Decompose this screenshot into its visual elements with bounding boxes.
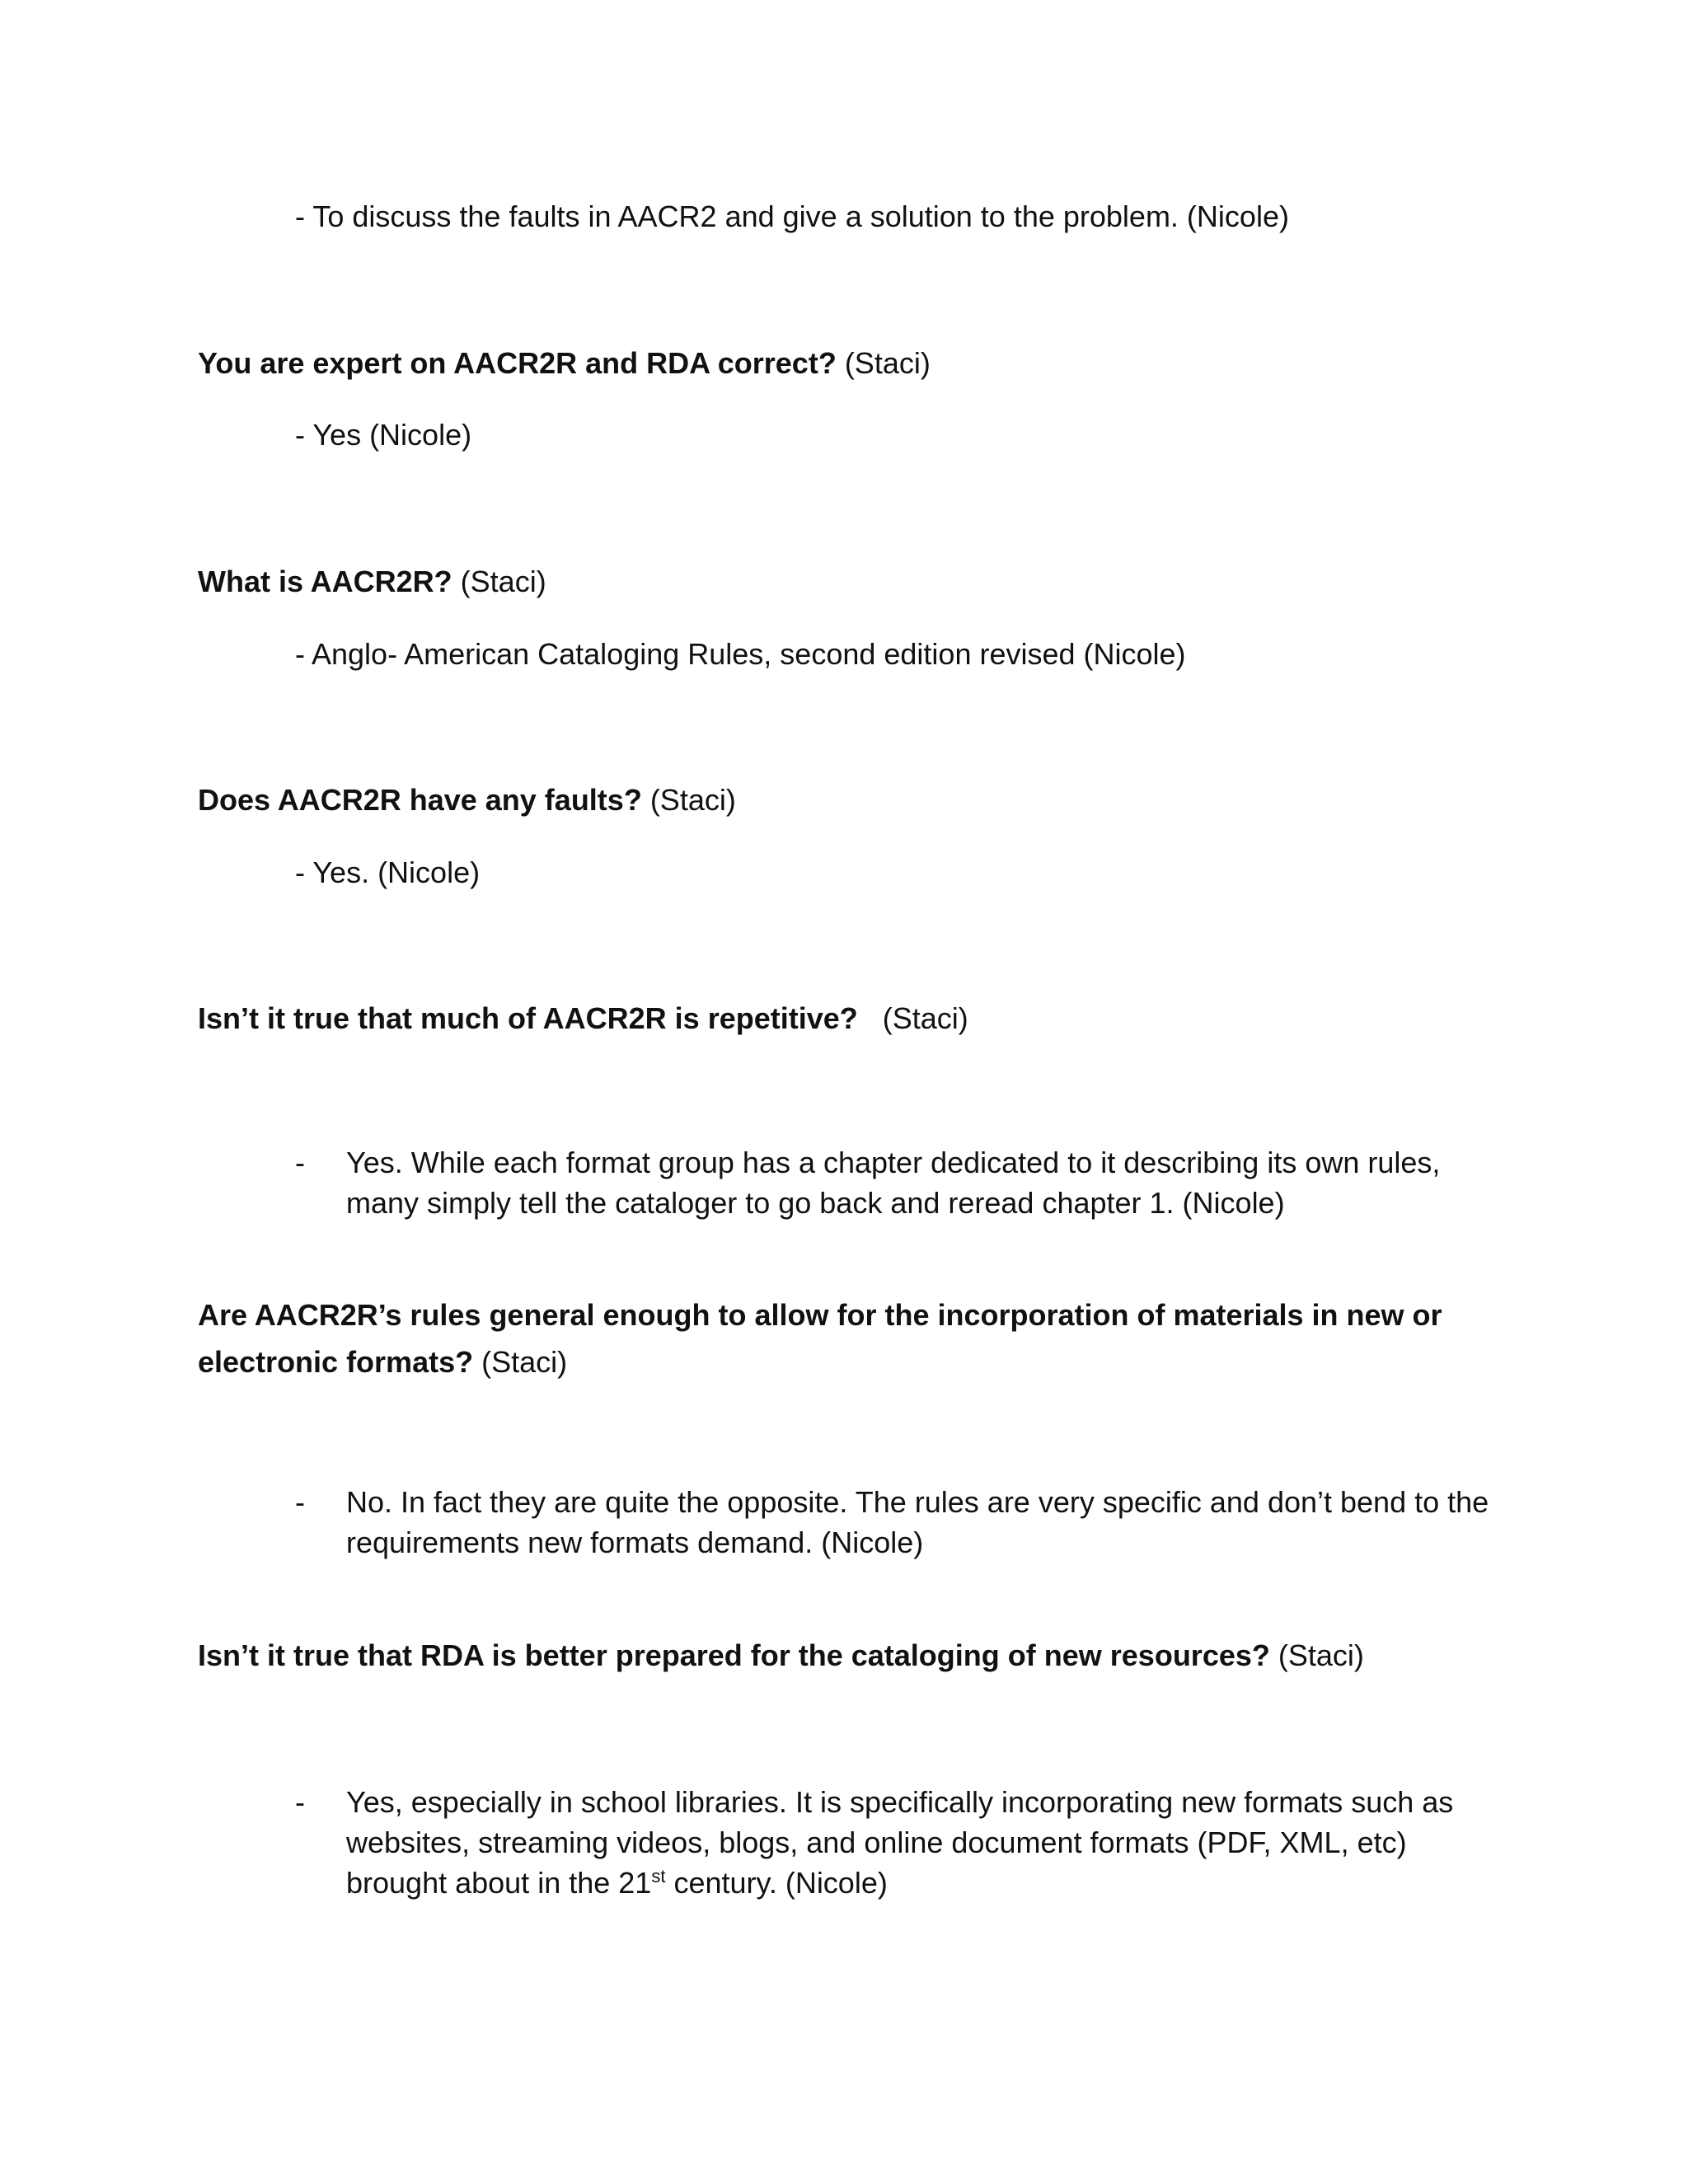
speaker-label: (Staci)	[641, 783, 736, 817]
answer-faults	[295, 852, 480, 893]
question-rda-prepared	[198, 1635, 1364, 1676]
question-text: Does AACR2R have any faults?	[198, 783, 642, 817]
question-faults	[198, 780, 736, 821]
question-text: Isn’t it true that much of AACR2R is repetitive?	[198, 1001, 858, 1035]
speaker-label: (Staci)	[452, 565, 546, 598]
answer-general-enough	[295, 1482, 1515, 1563]
question-text: What is AACR2R?	[198, 565, 452, 598]
bullet-dash: -	[295, 1146, 305, 1179]
question-what-is-aacr2r	[198, 561, 546, 602]
answer-text: - Anglo- American Cataloging Rules, second edition revised (Nicole)	[295, 637, 1186, 671]
answer-expert	[295, 415, 471, 456]
answer-text: - To discuss the faults in AACR2 and give a solution to the problem. (Nicole)	[295, 199, 1289, 233]
question-expert	[198, 343, 931, 384]
answer-text-end: century. (Nicole)	[665, 1866, 888, 1900]
question-general-enough	[198, 1291, 1533, 1385]
answer-what-is-aacr2r	[295, 634, 1186, 675]
answer-repetitive	[295, 1142, 1515, 1223]
speaker-label: (Staci)	[836, 346, 931, 380]
ordinal-suffix: st	[651, 1866, 666, 1886]
answer-rda-prepared	[295, 1782, 1515, 1903]
answer-text: - Yes (Nicole)	[295, 418, 472, 452]
question-text: Isn’t it true that RDA is better prepared for the cataloging of new resources?	[198, 1638, 1270, 1672]
answer-text-main: Yes, especially in school libraries. It is specifically incorporating new formats such as websites, streaming videos, blogs, and online document formats (PDF, XML, etc) brought about in the 21	[346, 1785, 1454, 1900]
question-text: You are expert on AACR2R and RDA correct?	[198, 346, 837, 380]
speaker-label: (Staci)	[1269, 1638, 1364, 1672]
bullet-dash: -	[295, 1485, 305, 1519]
bullet-dash: -	[295, 1785, 305, 1819]
speaker-label: (Staci)	[857, 1001, 968, 1035]
question-repetitive	[198, 998, 968, 1039]
speaker-label: (Staci)	[473, 1345, 568, 1379]
answer-text: - Yes. (Nicole)	[295, 855, 481, 889]
answer-purpose	[295, 196, 1289, 237]
answer-text	[346, 1782, 1515, 1903]
question-text: Are AACR2R’s rules general enough to allow for the incorporation of materials in new or electronic formats?	[198, 1298, 1442, 1379]
answer-text: No. In fact they are quite the opposite. The rules are very specific and don’t bend to the requirements new formats demand. (Nicole)	[346, 1485, 1489, 1559]
answer-text: Yes. While each format group has a chapter dedicated to it describing its own rules, many simply tell the cataloger to go back and reread chapter 1. (Nicole)	[346, 1146, 1441, 1220]
